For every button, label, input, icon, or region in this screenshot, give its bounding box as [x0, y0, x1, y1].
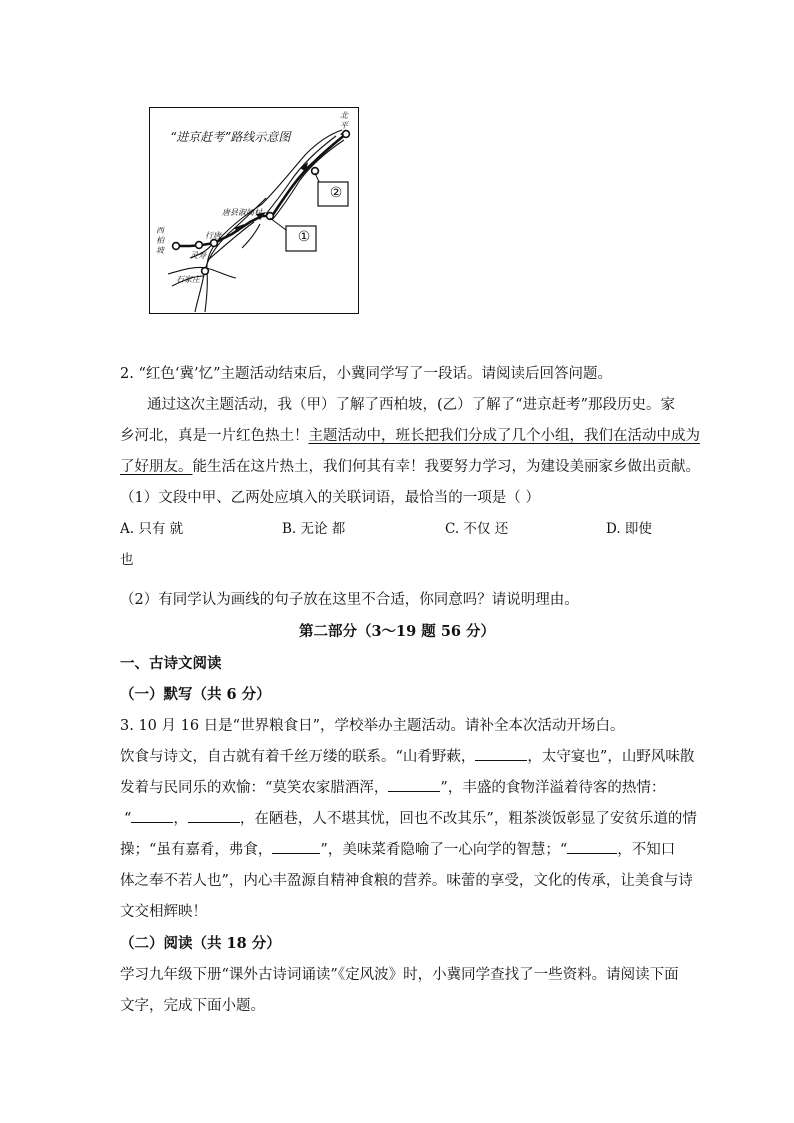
- q2-text-plain: 乡河北，真是一片红色热土！: [120, 428, 309, 444]
- q2-paragraph-line-1: 通过这次主题活动，我（甲）了解了西柏坡，(乙）了解了“进京赶考”那段历史。家: [147, 397, 675, 413]
- map-label-xingtang: 行唐: [205, 231, 221, 240]
- q2-paragraph-line-3: [120, 455, 700, 479]
- option-d: D. 即使: [606, 521, 652, 537]
- q2-underlined-sentence-end: 了好朋友。: [120, 459, 193, 475]
- map-label-xibaipo: 西柏坡: [156, 226, 164, 255]
- fill-blank-6[interactable]: [567, 839, 617, 854]
- q3-line-5: 体之奉不若人也”，内心丰盈源自精神食粮的营养。味蕾的享受，文化的传承，让美食与诗: [120, 873, 693, 889]
- q2-paragraph-line-2: [120, 424, 700, 448]
- q2-sub-question-2: （2）有同学认为画线的句子放在这里不合适，你同意吗？请说明理由。: [120, 592, 579, 608]
- q3-text: ”，丰盛的食物洋溢着待客的热情：: [440, 780, 666, 796]
- subsection-dictation: （一）默写（共 6 分）: [120, 686, 271, 703]
- map-label-tangxian: 唐县淑闾村: [222, 208, 262, 217]
- map-label-shijiazhuang: 石家庄: [176, 275, 200, 284]
- map-label-lingshou: 灵寿: [190, 251, 206, 260]
- section-ancient-poetry: 一、古诗文阅读: [120, 655, 222, 672]
- q2-sub-question-1: （1）文段中甲、乙两处应填入的关联词语，最恰当的一项是（ ）: [120, 490, 540, 506]
- q2-underlined-sentence: 主题活动中，班长把我们分成了几个小组，我们在活动中成为: [308, 428, 700, 444]
- fill-blank-5[interactable]: [272, 839, 320, 854]
- reading-intro-line-1: 学习九年级下册“课外古诗词诵读”《定风波》时，小冀同学查找了一些资料。请阅读下面: [120, 967, 679, 983]
- q3-text: 操；“虽有嘉肴，弗食，: [120, 842, 273, 858]
- q2-intro: 2. “红色‘冀’忆”主题活动结束后，小冀同学写了一段话。请阅读后回答问题。: [120, 366, 612, 382]
- map-marker-1: ①: [297, 229, 311, 245]
- q3-text: ，: [173, 811, 188, 827]
- subsection-reading: （二）阅读（共 18 分）: [120, 935, 281, 952]
- map-title: “进京赶考”路线示意图: [170, 130, 291, 144]
- q3-line-3: [124, 807, 697, 831]
- reading-intro-line-2: 文字，完成下面小题。: [120, 998, 265, 1014]
- q3-text: ，太守宴也”，山野风味散: [527, 749, 695, 765]
- q3-line-2: [120, 776, 665, 800]
- q3-text: 饮食与诗文，自古就有着千丝万缕的联系。“山肴野蔌，: [120, 749, 476, 765]
- q3-text: ，在陋巷，人不堪其忧，回也不改其乐”，粗茶淡饭彰显了安贫乐道的情: [239, 811, 697, 827]
- q3-line-1: [120, 745, 694, 769]
- q3-text: 发着与民同乐的欢愉：“莫笑农家腊酒浑，: [120, 780, 389, 796]
- option-d-continued: 也: [120, 552, 134, 568]
- option-c: C. 不仅 还: [445, 521, 509, 537]
- q2-text-plain-end: 能生活在这片热土，我们何其有幸！我要努力学习，为建设美丽家乡做出贡献。: [192, 459, 700, 475]
- part2-heading: 第二部分（3～19 题 56 分）: [298, 623, 496, 640]
- fill-blank-1[interactable]: [475, 746, 527, 761]
- q3-line-4: [120, 838, 675, 862]
- q3-text: ，不知口: [617, 842, 676, 858]
- option-b: B. 无论 都: [282, 521, 346, 537]
- map-label-beiping: 北平: [340, 111, 348, 130]
- fill-blank-3[interactable]: [131, 808, 173, 823]
- q3-text: ”，美味菜肴隐喻了一心向学的智慧；“: [320, 842, 568, 858]
- q3-intro: 3. 10 月 16 日是“世界粮食日”，学校举办主题活动。请补全本次活动开场白。: [120, 718, 625, 734]
- option-a: A. 只有 就: [120, 521, 184, 537]
- fill-blank-2[interactable]: [388, 777, 440, 792]
- q3-text: “: [124, 811, 132, 827]
- fill-blank-4[interactable]: [188, 808, 240, 823]
- q3-line-6: 文交相辉映！: [120, 904, 207, 920]
- route-map: [149, 107, 359, 314]
- map-marker-2: ②: [329, 185, 343, 201]
